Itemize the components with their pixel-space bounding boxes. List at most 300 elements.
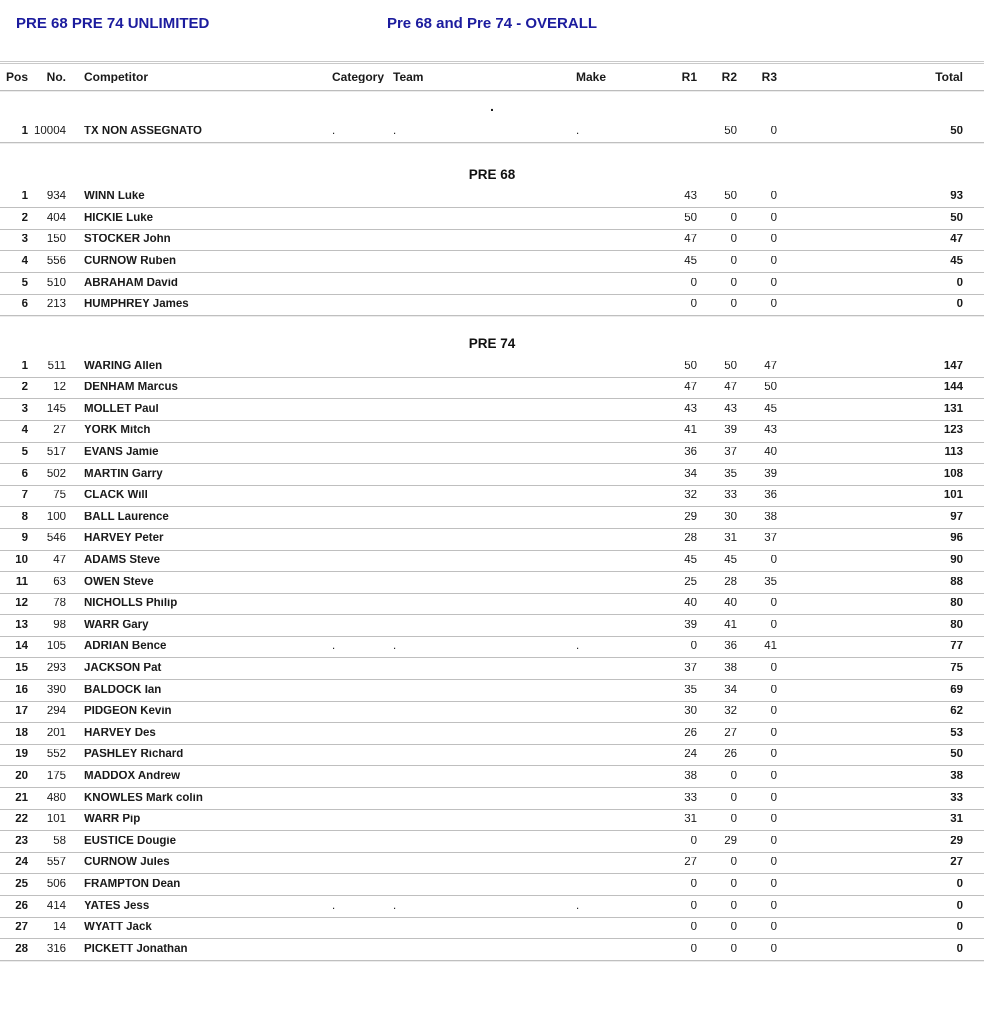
- cell-no: 150: [46, 234, 66, 246]
- result-row: [0, 507, 984, 529]
- col-header-make: Make: [576, 71, 607, 83]
- cell-r2: 0: [730, 814, 737, 826]
- cell-r3: 0: [770, 125, 777, 137]
- cell-pos: 3: [21, 403, 28, 415]
- cell-r2: 47: [724, 382, 737, 394]
- cell-total: 0: [956, 299, 963, 311]
- cell-r1: 24: [684, 749, 697, 761]
- result-row: [0, 874, 984, 896]
- col-header-total: Total: [935, 71, 963, 83]
- cell-r3: 43: [764, 425, 777, 437]
- cell-pos: 23: [15, 835, 28, 847]
- cell-r3: 0: [770, 299, 777, 311]
- cell-pos: 6: [21, 299, 28, 311]
- cell-competitor: CURNOW Ruben: [84, 255, 176, 267]
- cell-total: 33: [950, 792, 963, 804]
- result-row: [0, 551, 984, 573]
- section-title: PRE 68: [468, 166, 516, 182]
- cell-competitor: ADAMS Steve: [84, 555, 161, 567]
- cell-r1: 0: [690, 277, 697, 289]
- result-row: [0, 810, 984, 832]
- cell-r3: 0: [770, 555, 777, 567]
- cell-pos: 16: [15, 684, 28, 696]
- cell-competitor: EVANS Jamie: [84, 447, 159, 459]
- cell-pos: 11: [15, 576, 28, 588]
- cell-r3: 0: [770, 598, 777, 610]
- result-row: [0, 208, 984, 230]
- cell-r3: 38: [764, 511, 777, 523]
- cell-r1: 47: [684, 234, 697, 246]
- cell-category: .: [332, 900, 336, 912]
- cell-r3: 0: [770, 255, 777, 267]
- cell-pos: 26: [15, 900, 28, 912]
- cell-r2: 0: [730, 277, 737, 289]
- cell-r1: 31: [684, 814, 697, 826]
- cell-pos: 5: [21, 447, 28, 459]
- cell-r2: 0: [730, 234, 737, 246]
- cell-pos: 5: [21, 277, 28, 289]
- cell-pos: 20: [15, 770, 28, 782]
- result-row: [0, 187, 984, 209]
- cell-total: 0: [956, 900, 963, 912]
- cell-r2: 0: [730, 922, 737, 934]
- cell-no: 390: [46, 684, 66, 696]
- cell-pos: 19: [15, 749, 28, 761]
- cell-r2: 36: [724, 641, 737, 653]
- cell-total: 47: [950, 234, 963, 246]
- result-row: [0, 486, 984, 508]
- cell-r2: 41: [724, 619, 737, 631]
- cell-total: 131: [943, 403, 963, 415]
- result-row: [0, 853, 984, 875]
- cell-total: 80: [950, 598, 963, 610]
- cell-r3: 0: [770, 878, 777, 890]
- result-row: [0, 637, 984, 659]
- cell-r1: 34: [684, 468, 697, 480]
- cell-total: 113: [944, 447, 963, 459]
- cell-total: 45: [950, 255, 963, 267]
- cell-competitor: WINN Luke: [84, 191, 145, 203]
- cell-no: 557: [46, 857, 66, 869]
- cell-total: 144: [943, 382, 963, 394]
- col-header-no: No.: [46, 71, 66, 83]
- cell-r3: 0: [770, 900, 777, 912]
- cell-competitor: NICHOLLS Philip: [84, 598, 178, 610]
- result-row: [0, 918, 984, 940]
- cell-pos: 7: [21, 490, 28, 502]
- cell-r2: 0: [730, 900, 737, 912]
- cell-total: 75: [950, 663, 963, 675]
- cell-no: 517: [46, 447, 66, 459]
- cell-category: .: [332, 641, 336, 653]
- cell-no: 934: [46, 191, 66, 203]
- cell-r3: 0: [770, 792, 777, 804]
- cell-category: .: [332, 125, 336, 137]
- cell-pos: 9: [21, 533, 28, 545]
- cell-r2: 27: [724, 727, 737, 739]
- result-row: [0, 356, 984, 378]
- cell-no: 510: [46, 277, 66, 289]
- cell-competitor: ADRIAN Bence: [84, 641, 167, 653]
- result-row: [0, 399, 984, 421]
- cell-r2: 0: [730, 857, 737, 869]
- cell-no: 506: [46, 878, 66, 890]
- cell-no: 511: [47, 360, 66, 372]
- cell-total: 0: [956, 943, 963, 955]
- cell-competitor: YATES Jess: [84, 900, 150, 912]
- cell-total: 97: [950, 511, 963, 523]
- cell-total: 123: [943, 425, 963, 437]
- cell-no: 101: [46, 814, 66, 826]
- cell-pos: 1: [21, 360, 28, 372]
- cell-r3: 0: [770, 857, 777, 869]
- cell-competitor: PICKETT Jonathan: [84, 943, 188, 955]
- cell-competitor: HARVEY Peter: [84, 533, 164, 545]
- cell-competitor: STOCKER John: [84, 234, 171, 246]
- cell-r1: 39: [684, 619, 697, 631]
- cell-r1: 0: [690, 922, 697, 934]
- cell-r2: 0: [730, 770, 737, 782]
- cell-no: 556: [46, 255, 66, 267]
- cell-pos: 18: [15, 727, 28, 739]
- cell-pos: 4: [21, 255, 28, 267]
- cell-total: 0: [956, 277, 963, 289]
- result-row: [0, 529, 984, 551]
- result-row: [0, 896, 984, 918]
- cell-pos: 17: [15, 706, 28, 718]
- cell-pos: 15: [15, 663, 28, 675]
- cell-pos: 10: [15, 555, 28, 567]
- cell-pos: 6: [21, 468, 28, 480]
- cell-r2: 40: [724, 598, 737, 610]
- cell-r2: 38: [724, 663, 737, 675]
- cell-competitor: MOLLET Paul: [84, 403, 159, 415]
- cell-pos: 1: [21, 191, 28, 203]
- cell-pos: 22: [15, 814, 28, 826]
- cell-r1: 43: [684, 191, 697, 203]
- cell-pos: 25: [15, 878, 28, 890]
- result-row: [0, 831, 984, 853]
- cell-total: 69: [950, 684, 963, 696]
- cell-pos: 13: [15, 619, 28, 631]
- cell-r1: 45: [684, 255, 697, 267]
- col-header-category: Category: [332, 71, 385, 83]
- cell-pos: 8: [21, 511, 28, 523]
- cell-no: 480: [46, 792, 66, 804]
- cell-competitor: ABRAHAM David: [84, 277, 178, 289]
- result-row: [0, 615, 984, 637]
- cell-total: 147: [943, 360, 963, 372]
- cell-no: 213: [46, 299, 66, 311]
- result-row: [0, 658, 984, 680]
- cell-r3: 0: [770, 749, 777, 761]
- cell-r1: 28: [684, 533, 697, 545]
- cell-competitor: WARING Allen: [84, 360, 163, 372]
- cell-pos: 2: [21, 382, 28, 394]
- table-body: [0, 91, 984, 961]
- col-header-team: Team: [393, 71, 424, 83]
- result-row: [0, 421, 984, 443]
- cell-r3: 0: [770, 277, 777, 289]
- cell-total: 101: [943, 490, 963, 502]
- cell-no: 58: [53, 835, 66, 847]
- cell-r1: 30: [684, 706, 697, 718]
- result-row: [0, 273, 984, 295]
- cell-r1: 41: [684, 425, 697, 437]
- cell-competitor: KNOWLES Mark colin: [84, 792, 203, 804]
- cell-no: 546: [46, 533, 66, 545]
- cell-r1: 0: [690, 299, 697, 311]
- cell-competitor: CLACK Will: [84, 490, 148, 502]
- cell-total: 50: [950, 125, 963, 137]
- cell-r2: 43: [724, 403, 737, 415]
- cell-r1: 0: [690, 943, 697, 955]
- titles-bar: [0, 0, 984, 44]
- cell-total: 50: [950, 212, 963, 224]
- cell-r3: 0: [770, 234, 777, 246]
- cell-total: 80: [950, 619, 963, 631]
- cell-total: 108: [943, 468, 963, 480]
- cell-competitor: JACKSON Pat: [84, 663, 162, 675]
- result-row: [0, 230, 984, 252]
- cell-r2: 31: [724, 533, 737, 545]
- cell-no: 294: [46, 706, 66, 718]
- cell-r3: 50: [764, 382, 777, 394]
- cell-r1: 50: [684, 212, 697, 224]
- cell-make: .: [576, 641, 580, 653]
- cell-no: 75: [53, 490, 66, 502]
- cell-pos: 3: [21, 234, 28, 246]
- cell-total: 88: [950, 576, 963, 588]
- cell-r3: 47: [764, 360, 777, 372]
- col-header-competitor: Competitor: [84, 71, 148, 83]
- cell-total: 0: [956, 878, 963, 890]
- cell-r2: 33: [724, 490, 737, 502]
- cell-no: 404: [46, 212, 66, 224]
- cell-r2: 0: [730, 878, 737, 890]
- cell-r3: 0: [770, 706, 777, 718]
- cell-r1: 45: [684, 555, 697, 567]
- cell-competitor: WARR Gary: [84, 619, 149, 631]
- cell-r1: 0: [690, 641, 697, 653]
- cell-pos: 2: [21, 212, 28, 224]
- cell-competitor: DENHAM Marcus: [84, 382, 178, 394]
- cell-r2: 0: [730, 255, 737, 267]
- cell-team: .: [393, 641, 397, 653]
- cell-competitor: HICKIE Luke: [84, 212, 154, 224]
- result-row: [0, 680, 984, 702]
- cell-competitor: PIDGEON Kevin: [84, 706, 172, 718]
- cell-r2: 50: [724, 191, 737, 203]
- cell-r3: 0: [770, 814, 777, 826]
- result-row: [0, 464, 984, 486]
- cell-total: 0: [956, 922, 963, 934]
- cell-r3: 0: [770, 770, 777, 782]
- cell-r3: 37: [764, 533, 777, 545]
- cell-r3: 0: [770, 619, 777, 631]
- cell-no: 145: [46, 403, 66, 415]
- cell-competitor: OWEN Steve: [84, 576, 154, 588]
- cell-r3: 35: [764, 576, 777, 588]
- cell-r1: 0: [690, 835, 697, 847]
- result-row: [0, 572, 984, 594]
- cell-no: 502: [46, 468, 66, 480]
- cell-r2: 0: [730, 792, 737, 804]
- cell-competitor: CURNOW Jules: [84, 857, 170, 869]
- cell-r1: 0: [690, 900, 697, 912]
- cell-no: 63: [53, 576, 66, 588]
- cell-competitor: FRAMPTON Dean: [84, 878, 181, 890]
- cell-r3: 39: [764, 468, 777, 480]
- cell-total: 38: [950, 770, 963, 782]
- cell-r2: 26: [724, 749, 737, 761]
- cell-r2: 39: [724, 425, 737, 437]
- cell-total: 90: [950, 555, 963, 567]
- cell-total: 31: [950, 814, 963, 826]
- result-row: [0, 594, 984, 616]
- cell-no: 47: [53, 555, 66, 567]
- cell-competitor: HUMPHREY James: [84, 299, 189, 311]
- column-header-row: [0, 61, 984, 91]
- cell-pos: 28: [15, 943, 28, 955]
- page-title-event: Pre 68 and Pre 74 - OVERALL: [386, 15, 598, 32]
- page-title-class: PRE 68 PRE 74 UNLIMITED: [16, 15, 210, 32]
- cell-team: .: [393, 125, 397, 137]
- cell-r3: 0: [770, 684, 777, 696]
- cell-r3: 45: [764, 403, 777, 415]
- cell-pos: 14: [15, 641, 28, 653]
- result-row: [0, 295, 984, 317]
- cell-competitor: YORK Mitch: [84, 425, 151, 437]
- cell-r1: 50: [684, 360, 697, 372]
- cell-r2: 0: [730, 299, 737, 311]
- cell-r1: 40: [684, 598, 697, 610]
- cell-r2: 50: [724, 360, 737, 372]
- cell-no: 175: [46, 770, 66, 782]
- cell-r1: 0: [690, 878, 697, 890]
- cell-no: 98: [53, 619, 66, 631]
- cell-competitor: HARVEY Des: [84, 727, 156, 739]
- cell-total: 77: [950, 641, 963, 653]
- cell-total: 29: [950, 835, 963, 847]
- cell-r1: 29: [684, 511, 697, 523]
- cell-competitor: WYATT Jack: [84, 922, 152, 934]
- cell-r1: 43: [684, 403, 697, 415]
- result-row: [0, 745, 984, 767]
- cell-r2: 30: [724, 511, 737, 523]
- result-row: [0, 251, 984, 273]
- cell-r2: 34: [724, 684, 737, 696]
- cell-team: .: [393, 900, 397, 912]
- section-title: .: [490, 99, 494, 114]
- cell-r1: 26: [684, 727, 697, 739]
- cell-r1: 27: [684, 857, 697, 869]
- cell-r1: 33: [684, 792, 697, 804]
- result-row: [0, 766, 984, 788]
- cell-r3: 0: [770, 727, 777, 739]
- cell-r3: 41: [764, 641, 777, 653]
- result-row: [0, 121, 984, 143]
- cell-no: 100: [46, 511, 66, 523]
- col-header-r1: R1: [681, 71, 697, 83]
- cell-competitor: BALL Laurence: [84, 511, 169, 523]
- cell-r1: 38: [684, 770, 697, 782]
- result-row: [0, 443, 984, 465]
- cell-r3: 0: [770, 663, 777, 675]
- cell-r3: 36: [764, 490, 777, 502]
- cell-pos: 1: [21, 125, 28, 137]
- cell-r1: 37: [684, 663, 697, 675]
- cell-pos: 27: [15, 922, 28, 934]
- col-header-pos: Pos: [5, 71, 28, 83]
- cell-no: 293: [46, 663, 66, 675]
- cell-r3: 0: [770, 212, 777, 224]
- cell-r2: 35: [724, 468, 737, 480]
- result-row: [0, 939, 984, 961]
- cell-r2: 50: [724, 125, 737, 137]
- cell-r2: 32: [724, 706, 737, 718]
- cell-no: 14: [53, 922, 66, 934]
- cell-r1: 36: [684, 447, 697, 459]
- result-row: [0, 702, 984, 724]
- cell-total: 96: [950, 533, 963, 545]
- cell-r2: 0: [730, 212, 737, 224]
- cell-competitor: TX NON ASSEGNATO: [84, 125, 202, 137]
- cell-make: .: [576, 125, 580, 137]
- cell-r2: 37: [724, 447, 737, 459]
- cell-no: 78: [53, 598, 66, 610]
- col-header-r2: R2: [721, 71, 737, 83]
- col-header-r3: R3: [761, 71, 777, 83]
- cell-r1: 32: [684, 490, 697, 502]
- cell-r2: 29: [724, 835, 737, 847]
- results-table: [0, 61, 984, 961]
- cell-no: 201: [46, 727, 66, 739]
- result-row: [0, 378, 984, 400]
- cell-competitor: MADDOX Andrew: [84, 770, 181, 782]
- result-row: [0, 788, 984, 810]
- section-title: PRE 74: [468, 336, 516, 352]
- cell-competitor: WARR Pip: [84, 814, 141, 826]
- cell-r3: 0: [770, 922, 777, 934]
- cell-make: .: [576, 900, 580, 912]
- cell-total: 27: [950, 857, 963, 869]
- result-row: [0, 723, 984, 745]
- cell-no: 12: [53, 382, 66, 394]
- cell-r3: 0: [770, 191, 777, 203]
- cell-competitor: BALDOCK Ian: [84, 684, 162, 696]
- cell-competitor: PASHLEY Richard: [84, 749, 184, 761]
- cell-r1: 25: [684, 576, 697, 588]
- cell-r2: 0: [730, 943, 737, 955]
- cell-r1: 47: [684, 382, 697, 394]
- cell-pos: 4: [21, 425, 28, 437]
- cell-no: 10004: [34, 125, 66, 137]
- cell-no: 27: [53, 425, 66, 437]
- cell-competitor: MARTIN Garry: [84, 468, 163, 480]
- cell-total: 93: [950, 191, 963, 203]
- cell-r2: 45: [724, 555, 737, 567]
- cell-r3: 0: [770, 835, 777, 847]
- cell-r3: 0: [770, 943, 777, 955]
- cell-pos: 12: [15, 598, 28, 610]
- cell-no: 316: [46, 943, 66, 955]
- cell-no: 414: [46, 900, 66, 912]
- cell-no: 105: [46, 641, 66, 653]
- cell-competitor: EUSTICE Dougie: [84, 835, 177, 847]
- cell-total: 62: [950, 706, 963, 718]
- cell-r3: 40: [764, 447, 777, 459]
